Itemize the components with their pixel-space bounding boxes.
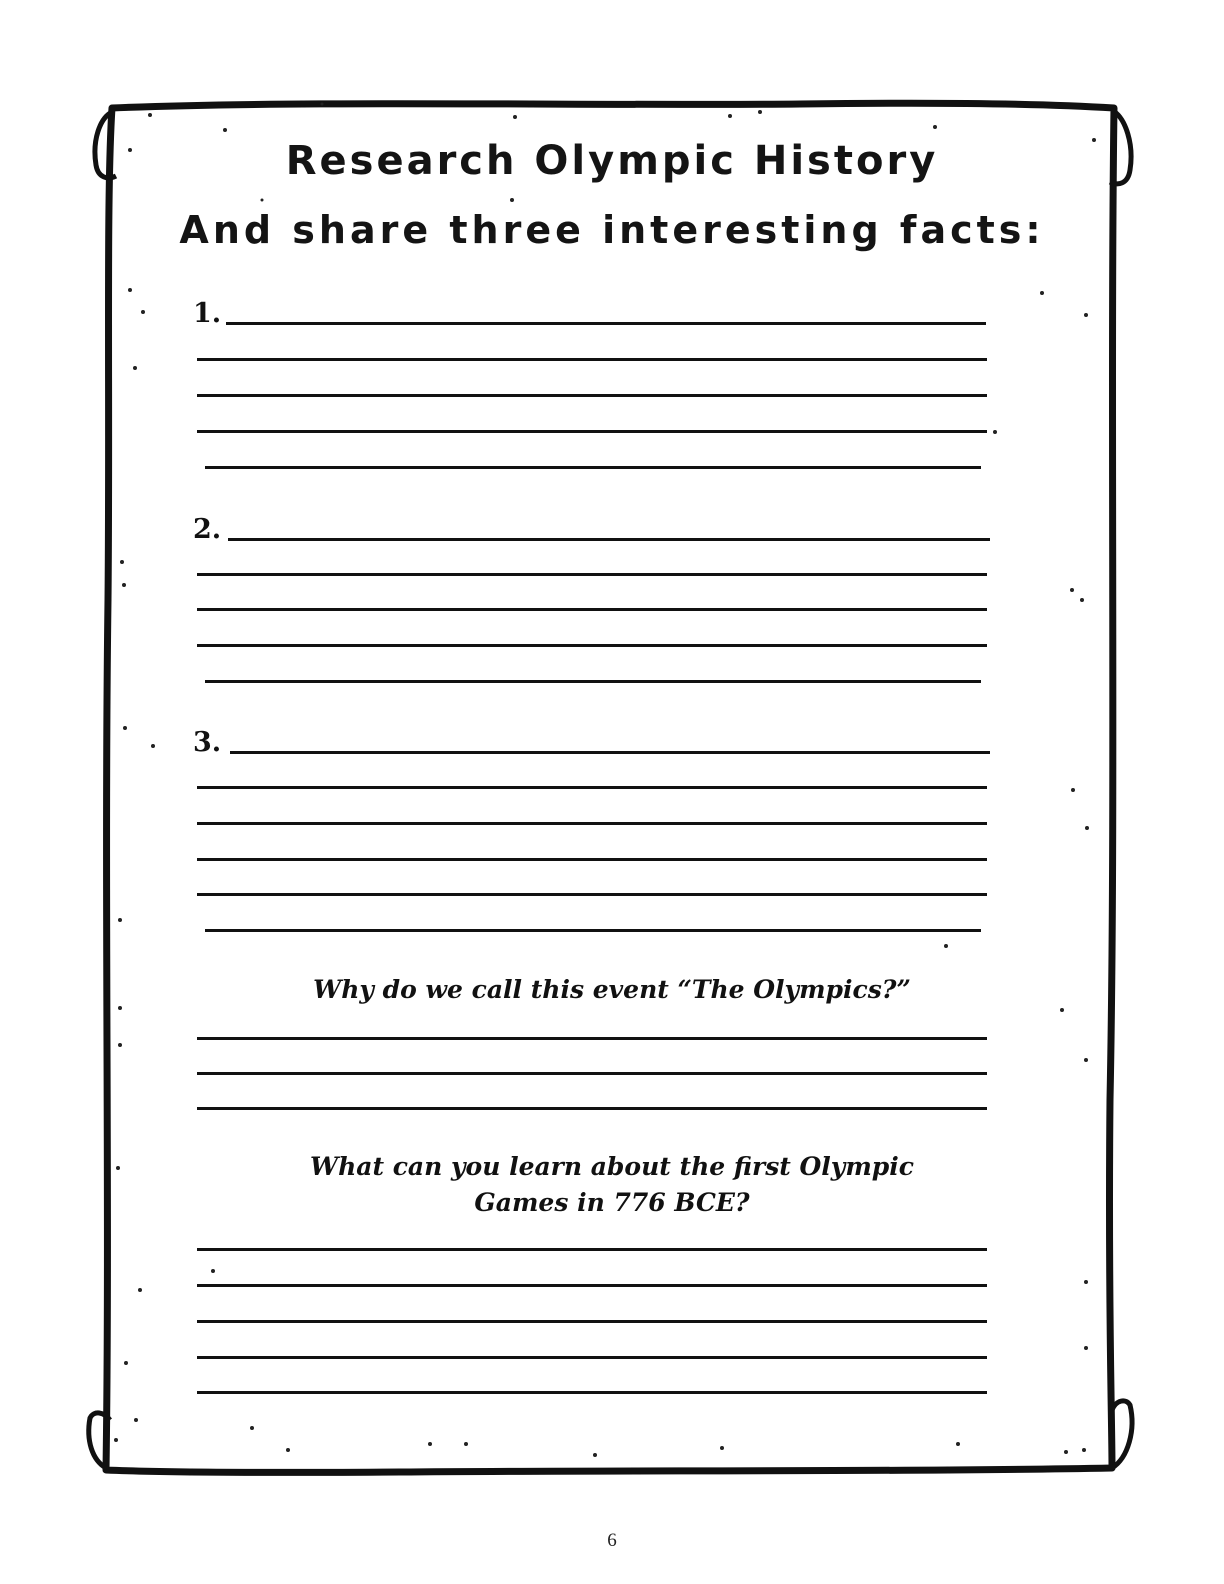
fact-1-answer-line[interactable]: [205, 466, 981, 469]
fact-3-number: 3.: [193, 727, 222, 758]
fact-3-answer-line[interactable]: [230, 751, 990, 754]
worksheet-subtitle: And share three interesting facts:: [179, 208, 1045, 252]
fact-1-answer-line[interactable]: [197, 394, 987, 397]
question-2-answer-line[interactable]: [197, 1320, 987, 1323]
fact-3-answer-line[interactable]: [197, 822, 987, 825]
fact-1-answer-line[interactable]: [197, 358, 987, 361]
question-2-answer-line[interactable]: [197, 1248, 987, 1251]
question-first-games: [0, 1149, 1224, 1221]
question-olympics-name: Why do we call this event “The Olympics?”: [313, 975, 911, 1004]
question-1-answer-line[interactable]: [197, 1107, 987, 1110]
fact-1-number: 1.: [193, 298, 222, 329]
page-number: 6: [607, 1530, 617, 1551]
question-1-answer-line[interactable]: [197, 1037, 987, 1040]
fact-2-answer-line[interactable]: [197, 644, 987, 647]
fact-1-answer-line[interactable]: [197, 430, 987, 433]
fact-2-answer-line[interactable]: [197, 573, 987, 576]
fact-2-answer-line[interactable]: [228, 538, 990, 541]
fact-3-answer-line[interactable]: [205, 929, 981, 932]
question-2-answer-line[interactable]: [197, 1284, 987, 1287]
question-2-line-1: What can you learn about the first Olympic: [310, 1152, 914, 1181]
question-2-answer-line[interactable]: [197, 1356, 987, 1359]
fact-2-number: 2.: [193, 514, 222, 545]
fact-2-answer-line[interactable]: [205, 680, 981, 683]
fact-3-answer-line[interactable]: [197, 858, 987, 861]
fact-1-answer-line[interactable]: [226, 322, 986, 325]
question-2-line-2: Games in 776 BCE?: [474, 1188, 750, 1217]
question-1-answer-line[interactable]: [197, 1072, 987, 1075]
fact-3-answer-line[interactable]: [197, 893, 987, 896]
question-2-answer-line[interactable]: [197, 1391, 987, 1394]
worksheet-title: Research Olympic History: [285, 138, 939, 184]
fact-2-answer-line[interactable]: [197, 608, 987, 611]
fact-3-answer-line[interactable]: [197, 786, 987, 789]
